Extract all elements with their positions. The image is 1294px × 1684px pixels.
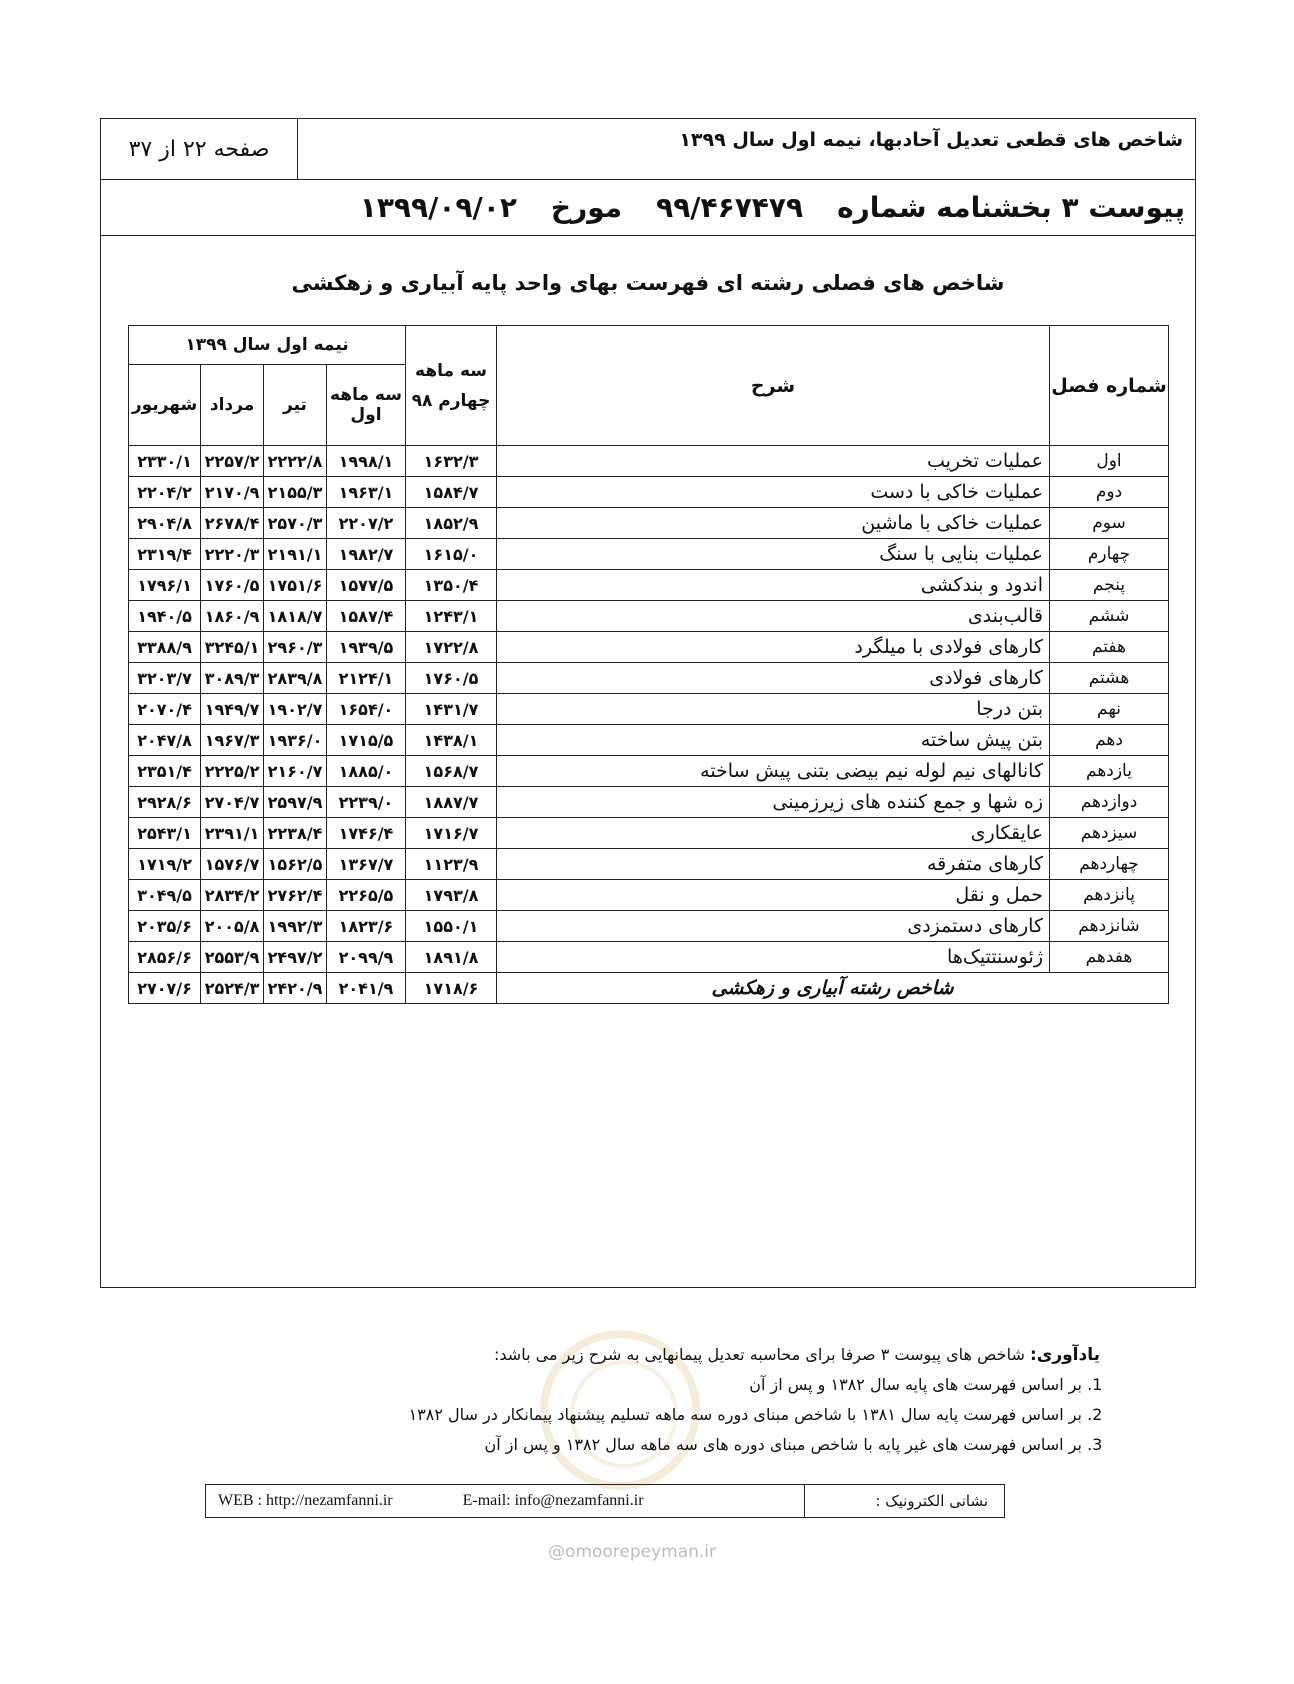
total-label: شاخص رشته آبیاری و زهکشی	[497, 973, 1169, 1004]
tir-cell: ۲۲۲۲/۸	[264, 446, 327, 477]
q4-98-cell: ۱۴۳۸/۱	[406, 725, 497, 756]
mordad-cell: ۲۷۰۴/۷	[201, 787, 264, 818]
tir-cell: ۲۴۹۷/۲	[264, 942, 327, 973]
chapter-cell: نهم	[1050, 694, 1169, 725]
col-header-first-half: نیمه اول سال ۱۳۹۹	[129, 326, 406, 365]
q1-cell: ۱۶۵۴/۰	[326, 694, 405, 725]
tir-cell: ۱۸۱۸/۷	[264, 601, 327, 632]
table-row	[129, 508, 1169, 539]
reminder-label: یادآوری:	[1029, 1345, 1100, 1365]
shahrivar-cell: ۳۲۰۳/۷	[129, 663, 201, 694]
tir-cell: ۲۲۳۸/۴	[264, 818, 327, 849]
index-table	[128, 325, 1169, 1004]
description-cell: کارهای دستمزدی	[497, 911, 1050, 942]
col-header-q1	[326, 365, 405, 446]
description-cell: کانالهای نیم لوله نیم بیضی بتنی پیش ساخته	[497, 756, 1050, 787]
shahrivar-cell: ۲۳۵۱/۴	[129, 756, 201, 787]
q1-cell: ۲۱۲۴/۱	[326, 663, 405, 694]
annex-row	[101, 180, 1195, 236]
shahrivar-cell: ۳۳۸۸/۹	[129, 632, 201, 663]
q4-98-cell: ۱۷۲۲/۸	[406, 632, 497, 663]
shahrivar-cell: ۱۹۴۰/۵	[129, 601, 201, 632]
chapter-cell: هفتم	[1050, 632, 1169, 663]
q4-98-cell: ۱۳۵۰/۴	[406, 570, 497, 601]
table-row	[129, 911, 1169, 942]
q1-cell: ۱۹۶۳/۱	[326, 477, 405, 508]
total-q1-cell: ۲۰۴۱/۹	[326, 973, 405, 1004]
shahrivar-cell: ۲۸۵۶/۶	[129, 942, 201, 973]
tir-cell: ۲۱۵۵/۳	[264, 477, 327, 508]
shahrivar-cell: ۱۷۱۹/۲	[129, 849, 201, 880]
table-row	[129, 880, 1169, 911]
q4-98-cell: ۱۷۶۰/۵	[406, 663, 497, 694]
tir-cell: ۲۷۶۲/۴	[264, 880, 327, 911]
mordad-cell: ۱۷۶۰/۵	[201, 570, 264, 601]
q1-cell: ۱۷۴۶/۴	[326, 818, 405, 849]
description-cell: حمل و نقل	[497, 880, 1050, 911]
tir-cell: ۲۹۶۰/۳	[264, 632, 327, 663]
tir-cell: ۲۱۹۱/۱	[264, 539, 327, 570]
shahrivar-cell: ۲۹۰۴/۸	[129, 508, 201, 539]
shahrivar-cell: ۲۳۳۰/۱	[129, 446, 201, 477]
contact-box	[205, 1484, 1005, 1518]
description-cell: عملیات خاکی با دست	[497, 477, 1050, 508]
q4-98-cell: ۱۵۵۰/۱	[406, 911, 497, 942]
table-row	[129, 849, 1169, 880]
description-cell: عایقکاری	[497, 818, 1050, 849]
total-q4-cell: ۱۷۱۸/۶	[406, 973, 497, 1004]
mordad-cell: ۲۲۲۰/۳	[201, 539, 264, 570]
mordad-cell: ۲۸۳۴/۲	[201, 880, 264, 911]
tir-cell: ۲۱۶۰/۷	[264, 756, 327, 787]
document-title: شاخص های قطعی تعدیل آحادبها، نیمه اول سال ۱۳۹۹	[679, 129, 1183, 151]
col-header-chapter: شماره فصل	[1050, 326, 1169, 446]
q1-cell: ۱۵۸۷/۴	[326, 601, 405, 632]
table-row	[129, 539, 1169, 570]
chapter-cell: سیزدهم	[1050, 818, 1169, 849]
circular-date: ۱۳۹۹/۰۹/۰۲	[359, 191, 517, 224]
mordad-cell: ۲۲۲۵/۲	[201, 756, 264, 787]
web-link[interactable]: WEB : http://nezamfanni.ir	[218, 1492, 393, 1509]
col-header-q4-line2: چهارم ۹۸	[411, 390, 491, 411]
shahrivar-cell: ۳۰۴۹/۵	[129, 880, 201, 911]
contact-label: نشانی الکترونیک :	[804, 1485, 1004, 1517]
q4-98-cell: ۱۶۳۲/۳	[406, 446, 497, 477]
description-cell: قالب‌بندی	[497, 601, 1050, 632]
total-shahrivar-cell: ۲۷۰۷/۶	[129, 973, 201, 1004]
chapter-cell: دهم	[1050, 725, 1169, 756]
table-row	[129, 446, 1169, 477]
col-header-shahrivar: شهریور	[129, 365, 201, 446]
table-row	[129, 632, 1169, 663]
mordad-cell: ۱۹۶۷/۳	[201, 725, 264, 756]
description-cell: بتن پیش ساخته	[497, 725, 1050, 756]
reminder-item: 1. بر اساس فهرست های پایه سال ۱۳۸۲ و پس از آن	[300, 1370, 1082, 1400]
shahrivar-cell: ۲۰۷۰/۴	[129, 694, 201, 725]
q1-cell: ۲۰۹۹/۹	[326, 942, 405, 973]
chapter-cell: اول	[1050, 446, 1169, 477]
table-row	[129, 725, 1169, 756]
shahrivar-cell: ۲۳۱۹/۴	[129, 539, 201, 570]
watermark-text: @omoorepeyman.ir	[548, 1542, 717, 1562]
mordad-cell: ۳۲۴۵/۱	[201, 632, 264, 663]
mordad-cell: ۲۳۹۱/۱	[201, 818, 264, 849]
mordad-cell: ۲۵۵۳/۹	[201, 942, 264, 973]
table-row	[129, 756, 1169, 787]
col-header-q4-line1: سه ماهه	[415, 360, 487, 381]
table-row	[129, 787, 1169, 818]
q4-98-cell: ۱۸۸۷/۷	[406, 787, 497, 818]
col-header-tir: تیر	[264, 365, 327, 446]
reminder-item: 3. بر اساس فهرست های غیر پایه با شاخص مبنای دوره های سه ماهه سال ۱۳۸۲ و پس از آن	[300, 1430, 1082, 1460]
shahrivar-cell: ۲۲۰۴/۲	[129, 477, 201, 508]
table-row	[129, 694, 1169, 725]
table-row	[129, 477, 1169, 508]
q4-98-cell: ۱۷۱۶/۷	[406, 818, 497, 849]
tir-cell: ۱۹۹۲/۳	[264, 911, 327, 942]
mordad-cell: ۲۲۵۷/۲	[201, 446, 264, 477]
page-number: صفحه ۲۲ از ۳۷	[101, 119, 298, 179]
description-cell: کارهای فولادی با میلگرد	[497, 632, 1050, 663]
chapter-cell: دوازدهم	[1050, 787, 1169, 818]
contact-details	[206, 1485, 804, 1517]
section-title: شاخص های فصلی رشته ای فهرست بهای واحد پایه آبیاری و زهکشی	[291, 271, 1005, 295]
total-row	[129, 973, 1169, 1004]
reminder-list	[300, 1370, 1100, 1460]
description-cell: عملیات خاکی با ماشین	[497, 508, 1050, 539]
tir-cell: ۱۵۶۲/۵	[264, 849, 327, 880]
mordad-cell: ۱۸۶۰/۹	[201, 601, 264, 632]
table-row	[129, 942, 1169, 973]
chapter-cell: چهاردهم	[1050, 849, 1169, 880]
q1-cell: ۱۷۱۵/۵	[326, 725, 405, 756]
tir-cell: ۱۹۰۲/۷	[264, 694, 327, 725]
q4-98-cell: ۱۸۵۲/۹	[406, 508, 497, 539]
q1-cell: ۱۸۲۳/۶	[326, 911, 405, 942]
col-header-q4-98	[406, 326, 497, 446]
q1-cell: ۱۹۸۲/۷	[326, 539, 405, 570]
tir-cell: ۱۷۵۱/۶	[264, 570, 327, 601]
tir-cell: ۲۸۳۹/۸	[264, 663, 327, 694]
q1-cell: ۱۳۶۷/۷	[326, 849, 405, 880]
reminder-text: شاخص های پیوست ۳ صرفا برای محاسبه تعدیل پیمانهایی به شرح زیر می باشد:	[494, 1345, 1025, 1364]
header-row	[101, 119, 1195, 180]
col-header-mordad: مرداد	[201, 365, 264, 446]
reminder-intro	[300, 1340, 1100, 1370]
q1-cell: ۱۸۸۵/۰	[326, 756, 405, 787]
shahrivar-cell: ۲۰۴۷/۸	[129, 725, 201, 756]
description-cell: ژئوسنتتیک‌ها	[497, 942, 1050, 973]
description-cell: عملیات بنایی با سنگ	[497, 539, 1050, 570]
col-header-description: شرح	[497, 326, 1050, 446]
chapter-cell: هشتم	[1050, 663, 1169, 694]
annex-label: پیوست ۳ بخشنامه شماره	[837, 191, 1185, 224]
col-header-q1-line2: اول	[350, 405, 382, 425]
col-header-q1-line1: سه ماهه	[330, 385, 402, 405]
total-tir-cell: ۲۴۲۰/۹	[264, 973, 327, 1004]
mordad-cell: ۳۰۸۹/۳	[201, 663, 264, 694]
table-row	[129, 570, 1169, 601]
shahrivar-cell: ۱۷۹۶/۱	[129, 570, 201, 601]
tir-cell: ۲۵۷۰/۳	[264, 508, 327, 539]
tir-cell: ۲۵۹۷/۹	[264, 787, 327, 818]
chapter-cell: پنجم	[1050, 570, 1169, 601]
description-cell: کارهای متفرقه	[497, 849, 1050, 880]
document-frame	[100, 118, 1196, 1288]
chapter-cell: شانزدهم	[1050, 911, 1169, 942]
description-cell: زه شها و جمع کننده های زیرزمینی	[497, 787, 1050, 818]
mordad-cell: ۱۹۴۹/۷	[201, 694, 264, 725]
email-link[interactable]: E-mail: info@nezamfanni.ir	[462, 1492, 644, 1509]
mordad-cell: ۱۵۷۶/۷	[201, 849, 264, 880]
chapter-cell: هفدهم	[1050, 942, 1169, 973]
reminder-item: 2. بر اساس فهرست پایه سال ۱۳۸۱ با شاخص مبنای دوره سه ماهه تسلیم پیشنهاد پیمانکار در سال ۱۳۸۲	[300, 1400, 1082, 1430]
q4-98-cell: ۱۱۲۳/۹	[406, 849, 497, 880]
q4-98-cell: ۱۷۹۳/۸	[406, 880, 497, 911]
chapter-cell: ششم	[1050, 601, 1169, 632]
chapter-cell: سوم	[1050, 508, 1169, 539]
q4-98-cell: ۱۲۴۳/۱	[406, 601, 497, 632]
description-cell: عملیات تخریب	[497, 446, 1050, 477]
table-row	[129, 663, 1169, 694]
mordad-cell: ۲۶۷۸/۴	[201, 508, 264, 539]
q4-98-cell: ۱۸۹۱/۸	[406, 942, 497, 973]
reminder-note	[300, 1340, 1100, 1460]
shahrivar-cell: ۲۰۳۵/۶	[129, 911, 201, 942]
q1-cell: ۱۵۷۷/۵	[326, 570, 405, 601]
circular-number: ۹۹/۴۶۷۴۷۹	[656, 191, 804, 224]
table-row	[129, 601, 1169, 632]
total-mordad-cell: ۲۵۲۴/۳	[201, 973, 264, 1004]
dated-label: مورخ	[550, 191, 623, 224]
q4-98-cell: ۱۵۶۸/۷	[406, 756, 497, 787]
q1-cell: ۱۹۳۹/۵	[326, 632, 405, 663]
tir-cell: ۱۹۳۶/۰	[264, 725, 327, 756]
chapter-cell: دوم	[1050, 477, 1169, 508]
mordad-cell: ۲۱۷۰/۹	[201, 477, 264, 508]
chapter-cell: یازدهم	[1050, 756, 1169, 787]
description-cell: اندود و بندکشی	[497, 570, 1050, 601]
chapter-cell: چهارم	[1050, 539, 1169, 570]
q1-cell: ۱۹۹۸/۱	[326, 446, 405, 477]
q4-98-cell: ۱۴۳۱/۷	[406, 694, 497, 725]
description-cell: بتن درجا	[497, 694, 1050, 725]
description-cell: کارهای فولادی	[497, 663, 1050, 694]
table-row	[129, 818, 1169, 849]
q1-cell: ۲۲۶۵/۵	[326, 880, 405, 911]
mordad-cell: ۲۰۰۵/۸	[201, 911, 264, 942]
chapter-cell: پانزدهم	[1050, 880, 1169, 911]
q4-98-cell: ۱۶۱۵/۰	[406, 539, 497, 570]
shahrivar-cell: ۲۵۴۳/۱	[129, 818, 201, 849]
q4-98-cell: ۱۵۸۴/۷	[406, 477, 497, 508]
shahrivar-cell: ۲۹۲۸/۶	[129, 787, 201, 818]
table-body	[129, 446, 1169, 1004]
q1-cell: ۲۲۰۷/۲	[326, 508, 405, 539]
q1-cell: ۲۲۳۹/۰	[326, 787, 405, 818]
